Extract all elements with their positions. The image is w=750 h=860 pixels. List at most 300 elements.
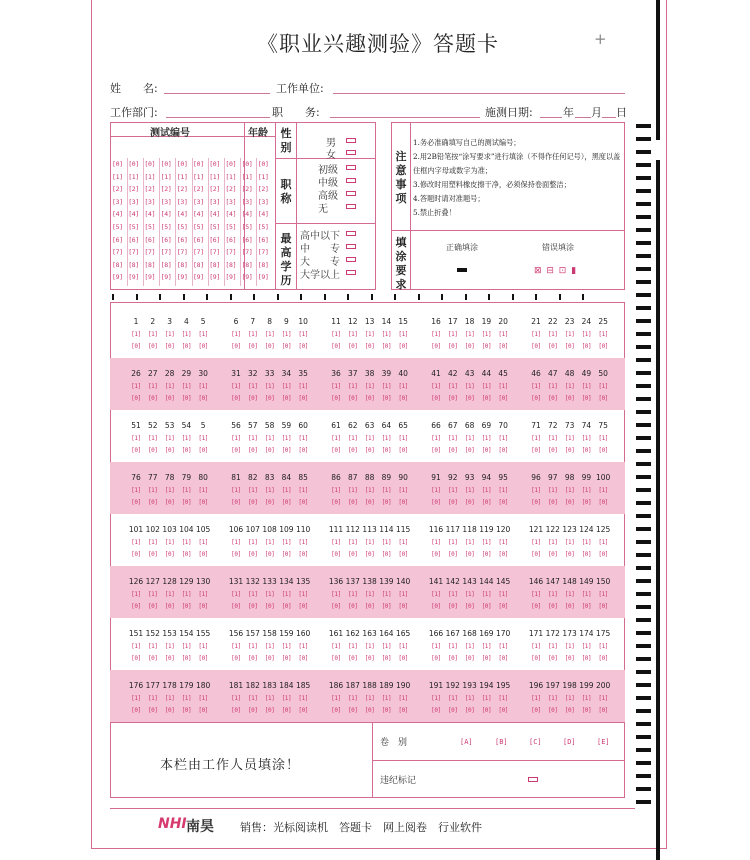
answer-bubble-0[interactable]: [0] (364, 707, 375, 714)
id-digit-bubble[interactable]: [5] (160, 223, 172, 231)
id-digit-bubble[interactable]: [9] (193, 273, 204, 282)
id-digit-bubble[interactable]: [7] (225, 248, 237, 257)
answer-bubble-0[interactable]: [0] (598, 603, 608, 610)
answer-bubble-1[interactable]: [1] (531, 643, 541, 650)
answer-bubble-1[interactable]: [1] (481, 331, 492, 338)
id-digit-bubble[interactable]: [7] (193, 248, 204, 257)
answer-bubble-0[interactable]: [0] (431, 707, 441, 714)
answer-bubble-1[interactable]: [1] (331, 643, 341, 650)
answer-bubble-1[interactable]: [1] (498, 435, 508, 442)
answer-bubble-0[interactable]: [0] (131, 343, 141, 350)
answer-bubble-1[interactable]: [1] (564, 383, 575, 390)
answer-bubble-0[interactable]: [0] (464, 395, 475, 402)
id-digit-bubble[interactable]: [5] (225, 223, 237, 231)
id-digit-bubble[interactable]: [6] (241, 235, 253, 244)
answer-bubble-1[interactable]: [1] (131, 487, 141, 494)
answer-bubble-0[interactable]: [0] (264, 603, 275, 610)
answer-bubble-1[interactable]: [1] (464, 695, 475, 702)
answer-bubble-1[interactable]: [1] (281, 695, 292, 702)
answer-bubble-0[interactable]: [0] (581, 655, 592, 662)
answer-bubble-0[interactable]: [0] (281, 447, 292, 454)
answer-bubble-0[interactable]: [0] (498, 395, 508, 402)
id-digit-bubble[interactable]: [1] (257, 172, 269, 181)
answer-bubble-1[interactable]: [1] (164, 331, 175, 338)
answer-bubble-1[interactable]: [1] (464, 487, 475, 494)
answer-bubble-1[interactable]: [1] (581, 643, 592, 650)
answer-bubble-1[interactable]: [1] (481, 695, 492, 702)
id-digit-bubble[interactable]: [9] (241, 273, 253, 282)
answer-bubble-1[interactable]: [1] (447, 487, 458, 494)
id-digit-bubble[interactable]: [0] (128, 160, 140, 168)
answer-bubble-0[interactable]: [0] (131, 655, 141, 662)
answer-bubble-0[interactable]: [0] (247, 395, 258, 402)
answer-bubble-0[interactable]: [0] (298, 551, 308, 558)
answer-bubble-1[interactable]: [1] (181, 643, 192, 650)
answer-bubble-0[interactable]: [0] (564, 707, 575, 714)
answer-bubble-1[interactable]: [1] (464, 383, 475, 390)
answer-bubble-0[interactable]: [0] (498, 655, 508, 662)
answer-bubble-0[interactable]: [0] (331, 499, 341, 506)
answer-bubble-1[interactable]: [1] (481, 539, 492, 546)
answer-bubble-0[interactable]: [0] (598, 655, 608, 662)
answer-bubble-1[interactable]: [1] (547, 435, 558, 442)
answer-bubble-0[interactable]: [0] (298, 707, 308, 714)
id-digit-bubble[interactable]: [3] (257, 197, 269, 206)
answer-bubble-0[interactable]: [0] (547, 447, 558, 454)
answer-bubble-1[interactable]: [1] (198, 383, 208, 390)
answer-bubble-1[interactable]: [1] (147, 383, 158, 390)
answer-bubble-0[interactable]: [0] (398, 447, 408, 454)
answer-bubble-1[interactable]: [1] (364, 591, 375, 598)
answer-bubble-0[interactable]: [0] (147, 655, 158, 662)
answer-bubble-0[interactable]: [0] (564, 447, 575, 454)
id-digit-bubble[interactable]: [7] (160, 248, 172, 257)
answer-bubble-1[interactable]: [1] (331, 435, 341, 442)
answer-bubble-0[interactable]: [0] (264, 551, 275, 558)
answer-bubble-1[interactable]: [1] (347, 695, 358, 702)
answer-bubble-1[interactable]: [1] (564, 539, 575, 546)
answer-bubble-1[interactable]: [1] (381, 487, 392, 494)
answer-bubble-1[interactable]: [1] (598, 487, 608, 494)
answer-bubble-1[interactable]: [1] (264, 591, 275, 598)
answer-bubble-1[interactable]: [1] (547, 487, 558, 494)
answer-bubble-1[interactable]: [1] (331, 331, 341, 338)
answer-bubble-1[interactable]: [1] (431, 539, 441, 546)
answer-bubble-0[interactable]: [0] (231, 447, 241, 454)
id-digit-bubble[interactable]: [3] (128, 197, 140, 206)
answer-bubble-1[interactable]: [1] (564, 331, 575, 338)
id-digit-bubble[interactable]: [9] (257, 273, 269, 282)
answer-bubble-0[interactable]: [0] (381, 343, 392, 350)
name-field[interactable] (164, 93, 270, 94)
answer-bubble-1[interactable]: [1] (447, 695, 458, 702)
answer-bubble-1[interactable]: [1] (598, 383, 608, 390)
answer-bubble-1[interactable]: [1] (398, 539, 408, 546)
id-digit-bubble[interactable]: [3] (209, 197, 221, 206)
answer-bubble-0[interactable]: [0] (264, 447, 275, 454)
answer-bubble-0[interactable]: [0] (164, 343, 175, 350)
unit-field[interactable] (333, 93, 625, 94)
answer-bubble-1[interactable]: [1] (581, 539, 592, 546)
id-digit-bubble[interactable]: [4] (160, 210, 172, 219)
answer-bubble-1[interactable]: [1] (364, 435, 375, 442)
id-digit-bubble[interactable]: [9] (209, 273, 221, 282)
answer-bubble-1[interactable]: [1] (498, 695, 508, 702)
answer-bubble-1[interactable]: [1] (181, 487, 192, 494)
answer-bubble-0[interactable]: [0] (364, 343, 375, 350)
answer-bubble-1[interactable]: [1] (347, 383, 358, 390)
id-digit-bubble[interactable]: [8] (193, 260, 204, 269)
answer-bubble-1[interactable]: [1] (598, 331, 608, 338)
paper-option-d[interactable]: [D] (563, 738, 576, 746)
answer-bubble-0[interactable]: [0] (347, 343, 358, 350)
id-digit-bubble[interactable]: [2] (241, 185, 253, 194)
answer-bubble-0[interactable]: [0] (281, 603, 292, 610)
id-digit-bubble[interactable]: [1] (128, 172, 140, 181)
answer-bubble-0[interactable]: [0] (464, 343, 475, 350)
answer-bubble-1[interactable]: [1] (431, 643, 441, 650)
answer-bubble-1[interactable]: [1] (431, 331, 441, 338)
answer-bubble-1[interactable]: [1] (147, 591, 158, 598)
answer-bubble-1[interactable]: [1] (247, 487, 258, 494)
answer-bubble-0[interactable]: [0] (464, 499, 475, 506)
answer-bubble-0[interactable]: [0] (398, 603, 408, 610)
answer-bubble-1[interactable]: [1] (531, 435, 541, 442)
answer-bubble-0[interactable]: [0] (364, 395, 375, 402)
answer-bubble-1[interactable]: [1] (131, 435, 141, 442)
answer-bubble-0[interactable]: [0] (231, 499, 241, 506)
answer-bubble-1[interactable]: [1] (298, 383, 308, 390)
answer-bubble-1[interactable]: [1] (564, 487, 575, 494)
answer-bubble-1[interactable]: [1] (531, 591, 541, 598)
answer-bubble-1[interactable]: [1] (298, 487, 308, 494)
answer-bubble-0[interactable]: [0] (181, 551, 192, 558)
rank-none-bubble[interactable] (346, 204, 356, 209)
answer-bubble-0[interactable]: [0] (481, 603, 492, 610)
answer-bubble-0[interactable]: [0] (531, 395, 541, 402)
answer-bubble-0[interactable]: [0] (464, 551, 475, 558)
answer-bubble-1[interactable]: [1] (598, 539, 608, 546)
answer-bubble-0[interactable]: [0] (281, 551, 292, 558)
id-digit-bubble[interactable]: [2] (128, 185, 140, 194)
answer-bubble-1[interactable]: [1] (398, 487, 408, 494)
id-digit-bubble[interactable]: [8] (209, 260, 221, 269)
answer-bubble-0[interactable]: [0] (164, 447, 175, 454)
answer-bubble-0[interactable]: [0] (198, 603, 208, 610)
answer-bubble-0[interactable]: [0] (298, 499, 308, 506)
answer-bubble-1[interactable]: [1] (481, 383, 492, 390)
answer-bubble-0[interactable]: [0] (447, 343, 458, 350)
answer-bubble-0[interactable]: [0] (481, 395, 492, 402)
answer-bubble-1[interactable]: [1] (181, 331, 192, 338)
answer-bubble-1[interactable]: [1] (364, 487, 375, 494)
answer-bubble-0[interactable]: [0] (481, 707, 492, 714)
answer-bubble-1[interactable]: [1] (131, 643, 141, 650)
answer-bubble-0[interactable]: [0] (298, 343, 308, 350)
id-digit-bubble[interactable]: [2] (209, 185, 221, 194)
answer-bubble-0[interactable]: [0] (131, 499, 141, 506)
id-digit-bubble[interactable]: [8] (112, 260, 123, 269)
answer-bubble-1[interactable]: [1] (131, 331, 141, 338)
answer-bubble-0[interactable]: [0] (198, 447, 208, 454)
id-digit-bubble[interactable]: [6] (112, 235, 123, 244)
answer-bubble-0[interactable]: [0] (247, 707, 258, 714)
answer-bubble-1[interactable]: [1] (281, 435, 292, 442)
answer-bubble-0[interactable]: [0] (381, 603, 392, 610)
answer-bubble-1[interactable]: [1] (347, 591, 358, 598)
answer-bubble-1[interactable]: [1] (347, 539, 358, 546)
id-digit-bubble[interactable]: [2] (160, 185, 172, 194)
answer-bubble-0[interactable]: [0] (164, 707, 175, 714)
answer-bubble-0[interactable]: [0] (564, 499, 575, 506)
answer-bubble-0[interactable]: [0] (531, 499, 541, 506)
answer-bubble-0[interactable]: [0] (198, 343, 208, 350)
answer-bubble-1[interactable]: [1] (431, 695, 441, 702)
answer-bubble-1[interactable]: [1] (347, 331, 358, 338)
answer-bubble-0[interactable]: [0] (331, 447, 341, 454)
answer-bubble-0[interactable]: [0] (398, 499, 408, 506)
answer-bubble-1[interactable]: [1] (381, 695, 392, 702)
answer-bubble-0[interactable]: [0] (247, 551, 258, 558)
answer-bubble-0[interactable]: [0] (481, 655, 492, 662)
rank-junior-bubble[interactable] (346, 165, 356, 170)
answer-bubble-1[interactable]: [1] (181, 539, 192, 546)
answer-bubble-0[interactable]: [0] (131, 395, 141, 402)
id-digit-bubble[interactable]: [8] (225, 260, 237, 269)
answer-bubble-1[interactable]: [1] (147, 487, 158, 494)
id-digit-bubble[interactable]: [7] (241, 248, 253, 257)
answer-bubble-1[interactable]: [1] (264, 539, 275, 546)
edu-technical-bubble[interactable] (346, 244, 356, 249)
answer-bubble-0[interactable]: [0] (481, 447, 492, 454)
answer-bubble-1[interactable]: [1] (298, 435, 308, 442)
answer-bubble-1[interactable]: [1] (431, 487, 441, 494)
answer-bubble-0[interactable]: [0] (331, 707, 341, 714)
id-digit-bubble[interactable]: [6] (160, 235, 172, 244)
id-digit-bubble[interactable]: [9] (112, 273, 123, 282)
answer-bubble-0[interactable]: [0] (398, 395, 408, 402)
answer-bubble-0[interactable]: [0] (247, 603, 258, 610)
answer-bubble-1[interactable]: [1] (581, 331, 592, 338)
answer-bubble-0[interactable]: [0] (431, 343, 441, 350)
answer-bubble-1[interactable]: [1] (331, 591, 341, 598)
answer-bubble-1[interactable]: [1] (531, 487, 541, 494)
rank-middle-bubble[interactable] (346, 178, 356, 183)
id-digit-bubble[interactable]: [5] (257, 223, 269, 231)
id-digit-bubble[interactable]: [0] (112, 160, 123, 168)
answer-bubble-1[interactable]: [1] (381, 331, 392, 338)
id-digit-bubble[interactable]: [0] (193, 160, 204, 168)
id-digit-bubble[interactable]: [1] (209, 172, 221, 181)
id-digit-bubble[interactable]: [5] (209, 223, 221, 231)
answer-bubble-1[interactable]: [1] (364, 383, 375, 390)
answer-bubble-1[interactable]: [1] (131, 591, 141, 598)
answer-bubble-0[interactable]: [0] (231, 551, 241, 558)
answer-bubble-1[interactable]: [1] (281, 487, 292, 494)
answer-bubble-0[interactable]: [0] (547, 603, 558, 610)
answer-bubble-0[interactable]: [0] (181, 603, 192, 610)
answer-bubble-1[interactable]: [1] (231, 643, 241, 650)
position-field[interactable] (330, 117, 480, 118)
answer-bubble-1[interactable]: [1] (531, 331, 541, 338)
answer-bubble-1[interactable]: [1] (264, 487, 275, 494)
answer-bubble-0[interactable]: [0] (198, 707, 208, 714)
answer-bubble-1[interactable]: [1] (547, 331, 558, 338)
paper-option-a[interactable]: [A] (460, 738, 473, 746)
answer-bubble-0[interactable]: [0] (398, 707, 408, 714)
answer-bubble-0[interactable]: [0] (147, 707, 158, 714)
answer-bubble-0[interactable]: [0] (147, 343, 158, 350)
answer-bubble-0[interactable]: [0] (181, 655, 192, 662)
answer-bubble-0[interactable]: [0] (247, 499, 258, 506)
answer-bubble-0[interactable]: [0] (181, 499, 192, 506)
answer-bubble-0[interactable]: [0] (264, 343, 275, 350)
answer-bubble-0[interactable]: [0] (181, 707, 192, 714)
answer-bubble-0[interactable]: [0] (331, 551, 341, 558)
answer-bubble-1[interactable]: [1] (198, 591, 208, 598)
id-digit-bubble[interactable]: [5] (241, 223, 253, 231)
answer-bubble-1[interactable]: [1] (164, 591, 175, 598)
answer-bubble-0[interactable]: [0] (498, 447, 508, 454)
id-digit-bubble[interactable]: [4] (128, 210, 140, 219)
answer-bubble-1[interactable]: [1] (398, 591, 408, 598)
answer-bubble-0[interactable]: [0] (264, 707, 275, 714)
answer-bubble-0[interactable]: [0] (347, 551, 358, 558)
id-digit-bubble[interactable]: [9] (225, 273, 237, 282)
rank-senior-bubble[interactable] (346, 191, 356, 196)
answer-bubble-0[interactable]: [0] (381, 655, 392, 662)
answer-bubble-0[interactable]: [0] (431, 655, 441, 662)
answer-bubble-0[interactable]: [0] (564, 551, 575, 558)
answer-bubble-1[interactable]: [1] (447, 591, 458, 598)
answer-bubble-0[interactable]: [0] (547, 655, 558, 662)
answer-bubble-1[interactable]: [1] (264, 643, 275, 650)
edu-college-bubble[interactable] (346, 257, 356, 262)
answer-bubble-0[interactable]: [0] (281, 499, 292, 506)
id-digit-bubble[interactable]: [6] (176, 235, 188, 244)
answer-bubble-1[interactable]: [1] (381, 591, 392, 598)
answer-bubble-1[interactable]: [1] (431, 435, 441, 442)
answer-bubble-0[interactable]: [0] (531, 707, 541, 714)
answer-bubble-1[interactable]: [1] (198, 331, 208, 338)
answer-bubble-1[interactable]: [1] (531, 539, 541, 546)
answer-bubble-0[interactable]: [0] (398, 343, 408, 350)
answer-bubble-0[interactable]: [0] (498, 499, 508, 506)
id-digit-bubble[interactable]: [6] (193, 235, 204, 244)
answer-bubble-1[interactable]: [1] (398, 435, 408, 442)
answer-bubble-1[interactable]: [1] (564, 591, 575, 598)
answer-bubble-0[interactable]: [0] (231, 707, 241, 714)
id-digit-bubble[interactable]: [0] (176, 160, 188, 168)
answer-bubble-1[interactable]: [1] (581, 695, 592, 702)
answer-bubble-1[interactable]: [1] (531, 695, 541, 702)
answer-bubble-1[interactable]: [1] (464, 331, 475, 338)
violation-bubble[interactable] (528, 777, 538, 782)
id-digit-bubble[interactable]: [6] (257, 235, 269, 244)
answer-bubble-0[interactable]: [0] (498, 343, 508, 350)
answer-bubble-0[interactable]: [0] (164, 655, 175, 662)
answer-bubble-1[interactable]: [1] (281, 539, 292, 546)
answer-bubble-0[interactable]: [0] (598, 551, 608, 558)
answer-bubble-1[interactable]: [1] (264, 331, 275, 338)
id-digit-bubble[interactable]: [2] (225, 185, 237, 194)
answer-bubble-1[interactable]: [1] (464, 539, 475, 546)
answer-bubble-1[interactable]: [1] (498, 643, 508, 650)
answer-bubble-1[interactable]: [1] (281, 331, 292, 338)
answer-bubble-0[interactable]: [0] (198, 551, 208, 558)
answer-bubble-1[interactable]: [1] (381, 539, 392, 546)
answer-bubble-0[interactable]: [0] (347, 603, 358, 610)
answer-bubble-0[interactable]: [0] (364, 655, 375, 662)
answer-bubble-1[interactable]: [1] (181, 695, 192, 702)
id-digit-bubble[interactable]: [8] (144, 260, 156, 269)
answer-bubble-1[interactable]: [1] (164, 383, 175, 390)
answer-bubble-0[interactable]: [0] (464, 655, 475, 662)
answer-bubble-1[interactable]: [1] (464, 435, 475, 442)
answer-bubble-0[interactable]: [0] (281, 655, 292, 662)
answer-bubble-1[interactable]: [1] (231, 695, 241, 702)
answer-bubble-1[interactable]: [1] (164, 643, 175, 650)
answer-bubble-1[interactable]: [1] (564, 643, 575, 650)
id-digit-bubble[interactable]: [1] (176, 172, 188, 181)
answer-bubble-0[interactable]: [0] (147, 551, 158, 558)
answer-bubble-0[interactable]: [0] (547, 551, 558, 558)
id-digit-bubble[interactable]: [3] (225, 197, 237, 206)
id-digit-bubble[interactable]: [5] (176, 223, 188, 231)
answer-bubble-0[interactable]: [0] (447, 551, 458, 558)
answer-bubble-1[interactable]: [1] (247, 591, 258, 598)
answer-bubble-1[interactable]: [1] (498, 539, 508, 546)
answer-bubble-1[interactable]: [1] (131, 695, 141, 702)
answer-bubble-0[interactable]: [0] (598, 707, 608, 714)
answer-bubble-1[interactable]: [1] (331, 487, 341, 494)
answer-bubble-0[interactable]: [0] (447, 707, 458, 714)
answer-bubble-0[interactable]: [0] (364, 551, 375, 558)
answer-bubble-1[interactable]: [1] (498, 331, 508, 338)
answer-bubble-1[interactable]: [1] (464, 643, 475, 650)
answer-bubble-1[interactable]: [1] (298, 591, 308, 598)
answer-bubble-1[interactable]: [1] (147, 695, 158, 702)
id-digit-bubble[interactable]: [4] (176, 210, 188, 219)
answer-bubble-1[interactable]: [1] (481, 487, 492, 494)
answer-bubble-0[interactable]: [0] (131, 707, 141, 714)
answer-bubble-0[interactable]: [0] (164, 499, 175, 506)
id-digit-bubble[interactable]: [3] (112, 197, 123, 206)
id-digit-bubble[interactable]: [1] (225, 172, 237, 181)
answer-bubble-1[interactable]: [1] (381, 435, 392, 442)
answer-bubble-1[interactable]: [1] (281, 591, 292, 598)
answer-bubble-1[interactable]: [1] (247, 435, 258, 442)
id-digit-bubble[interactable]: [5] (144, 223, 156, 231)
id-digit-bubble[interactable]: [0] (241, 160, 253, 168)
id-digit-bubble[interactable]: [0] (225, 160, 237, 168)
answer-bubble-0[interactable]: [0] (581, 551, 592, 558)
answer-bubble-1[interactable]: [1] (231, 591, 241, 598)
id-digit-bubble[interactable]: [3] (176, 197, 188, 206)
id-digit-bubble[interactable]: [1] (241, 172, 253, 181)
answer-bubble-0[interactable]: [0] (531, 343, 541, 350)
answer-bubble-0[interactable]: [0] (564, 395, 575, 402)
answer-bubble-1[interactable]: [1] (381, 643, 392, 650)
answer-bubble-1[interactable]: [1] (264, 435, 275, 442)
answer-bubble-0[interactable]: [0] (447, 655, 458, 662)
answer-bubble-1[interactable]: [1] (147, 643, 158, 650)
answer-bubble-0[interactable]: [0] (331, 655, 341, 662)
answer-bubble-0[interactable]: [0] (181, 395, 192, 402)
answer-bubble-1[interactable]: [1] (198, 643, 208, 650)
id-digit-bubble[interactable]: [0] (209, 160, 221, 168)
answer-bubble-1[interactable]: [1] (198, 695, 208, 702)
